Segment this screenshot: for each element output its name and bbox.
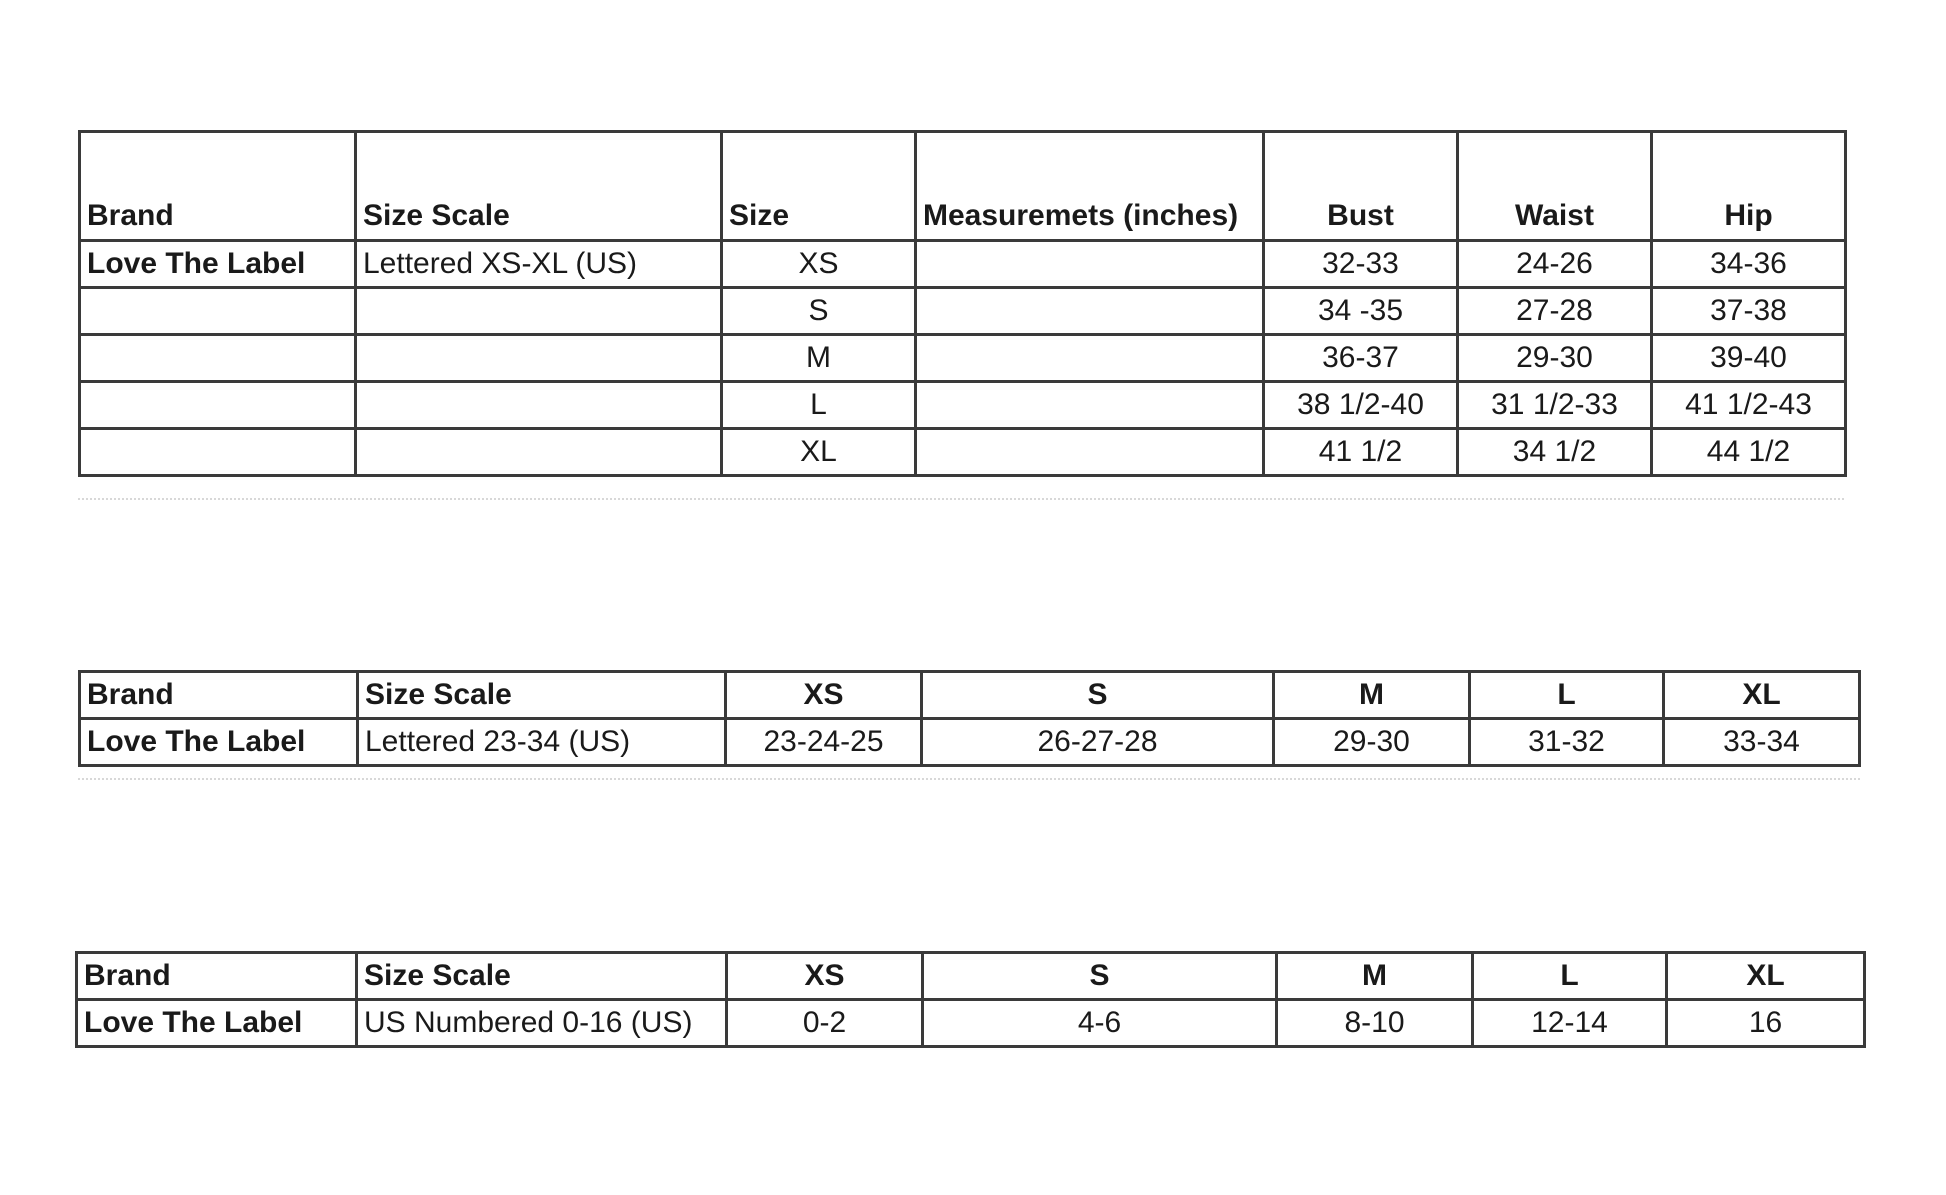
cell-brand: Love The Label <box>77 1000 357 1047</box>
header-xl: XL <box>1664 672 1860 719</box>
header-s: S <box>922 672 1274 719</box>
size-chart-measurements-table <box>78 130 1847 477</box>
size-chart-lettered-table <box>78 670 1861 767</box>
header-size: Size <box>722 132 916 241</box>
header-xl: XL <box>1667 953 1865 1000</box>
cell-measurements <box>916 288 1264 335</box>
cell-brand: Love The Label <box>80 719 358 766</box>
cell-xs: 23-24-25 <box>726 719 922 766</box>
cell-size: XL <box>722 429 916 476</box>
cell-waist: 24-26 <box>1458 241 1652 288</box>
header-waist: Waist <box>1458 132 1652 241</box>
cell-m: 8-10 <box>1277 1000 1473 1047</box>
size-chart-numbered-table <box>75 951 1866 1048</box>
gridline <box>78 498 1844 500</box>
table-row <box>80 719 1860 766</box>
cell-bust: 36-37 <box>1264 335 1458 382</box>
cell-s: 26-27-28 <box>922 719 1274 766</box>
header-brand: Brand <box>80 132 356 241</box>
cell-hip: 34-36 <box>1652 241 1846 288</box>
table-row <box>80 382 1846 429</box>
table-row <box>80 241 1846 288</box>
cell-size-scale: Lettered XS-XL (US) <box>356 241 722 288</box>
cell-measurements <box>916 335 1264 382</box>
cell-size-scale: US Numbered 0-16 (US) <box>357 1000 727 1047</box>
cell-brand <box>80 335 356 382</box>
header-brand: Brand <box>77 953 357 1000</box>
table-header-row <box>80 672 1860 719</box>
table-row <box>80 288 1846 335</box>
cell-brand <box>80 288 356 335</box>
cell-xl: 33-34 <box>1664 719 1860 766</box>
cell-size-scale <box>356 288 722 335</box>
cell-size: L <box>722 382 916 429</box>
cell-xs: 0-2 <box>727 1000 923 1047</box>
cell-size-scale <box>356 335 722 382</box>
cell-measurements <box>916 429 1264 476</box>
cell-waist: 29-30 <box>1458 335 1652 382</box>
header-size-scale: Size Scale <box>357 953 727 1000</box>
header-l: L <box>1470 672 1664 719</box>
cell-waist: 31 1/2-33 <box>1458 382 1652 429</box>
cell-size-scale: Lettered 23-34 (US) <box>358 719 726 766</box>
header-size-scale: Size Scale <box>356 132 722 241</box>
cell-size: XS <box>722 241 916 288</box>
header-m: M <box>1274 672 1470 719</box>
table-row <box>80 429 1846 476</box>
cell-size-scale <box>356 429 722 476</box>
cell-bust: 38 1/2-40 <box>1264 382 1458 429</box>
cell-waist: 34 1/2 <box>1458 429 1652 476</box>
header-size-scale: Size Scale <box>358 672 726 719</box>
cell-bust: 34 -35 <box>1264 288 1458 335</box>
cell-brand: Love The Label <box>80 241 356 288</box>
header-xs: XS <box>727 953 923 1000</box>
cell-waist: 27-28 <box>1458 288 1652 335</box>
gridline <box>78 778 1860 780</box>
header-m: M <box>1277 953 1473 1000</box>
cell-size: M <box>722 335 916 382</box>
cell-hip: 37-38 <box>1652 288 1846 335</box>
cell-l: 12-14 <box>1473 1000 1667 1047</box>
cell-hip: 44 1/2 <box>1652 429 1846 476</box>
cell-bust: 32-33 <box>1264 241 1458 288</box>
header-measurements: Measuremets (inches) <box>916 132 1264 241</box>
header-xs: XS <box>726 672 922 719</box>
cell-brand <box>80 382 356 429</box>
header-s: S <box>923 953 1277 1000</box>
table-header-row <box>77 953 1865 1000</box>
cell-size-scale <box>356 382 722 429</box>
header-hip: Hip <box>1652 132 1846 241</box>
cell-size: S <box>722 288 916 335</box>
cell-bust: 41 1/2 <box>1264 429 1458 476</box>
table-header-row <box>80 132 1846 241</box>
cell-measurements <box>916 241 1264 288</box>
header-bust: Bust <box>1264 132 1458 241</box>
table-row <box>77 1000 1865 1047</box>
cell-m: 29-30 <box>1274 719 1470 766</box>
cell-measurements <box>916 382 1264 429</box>
header-brand: Brand <box>80 672 358 719</box>
cell-hip: 39-40 <box>1652 335 1846 382</box>
cell-s: 4-6 <box>923 1000 1277 1047</box>
cell-l: 31-32 <box>1470 719 1664 766</box>
cell-xl: 16 <box>1667 1000 1865 1047</box>
cell-brand <box>80 429 356 476</box>
table-row <box>80 335 1846 382</box>
header-l: L <box>1473 953 1667 1000</box>
cell-hip: 41 1/2-43 <box>1652 382 1846 429</box>
